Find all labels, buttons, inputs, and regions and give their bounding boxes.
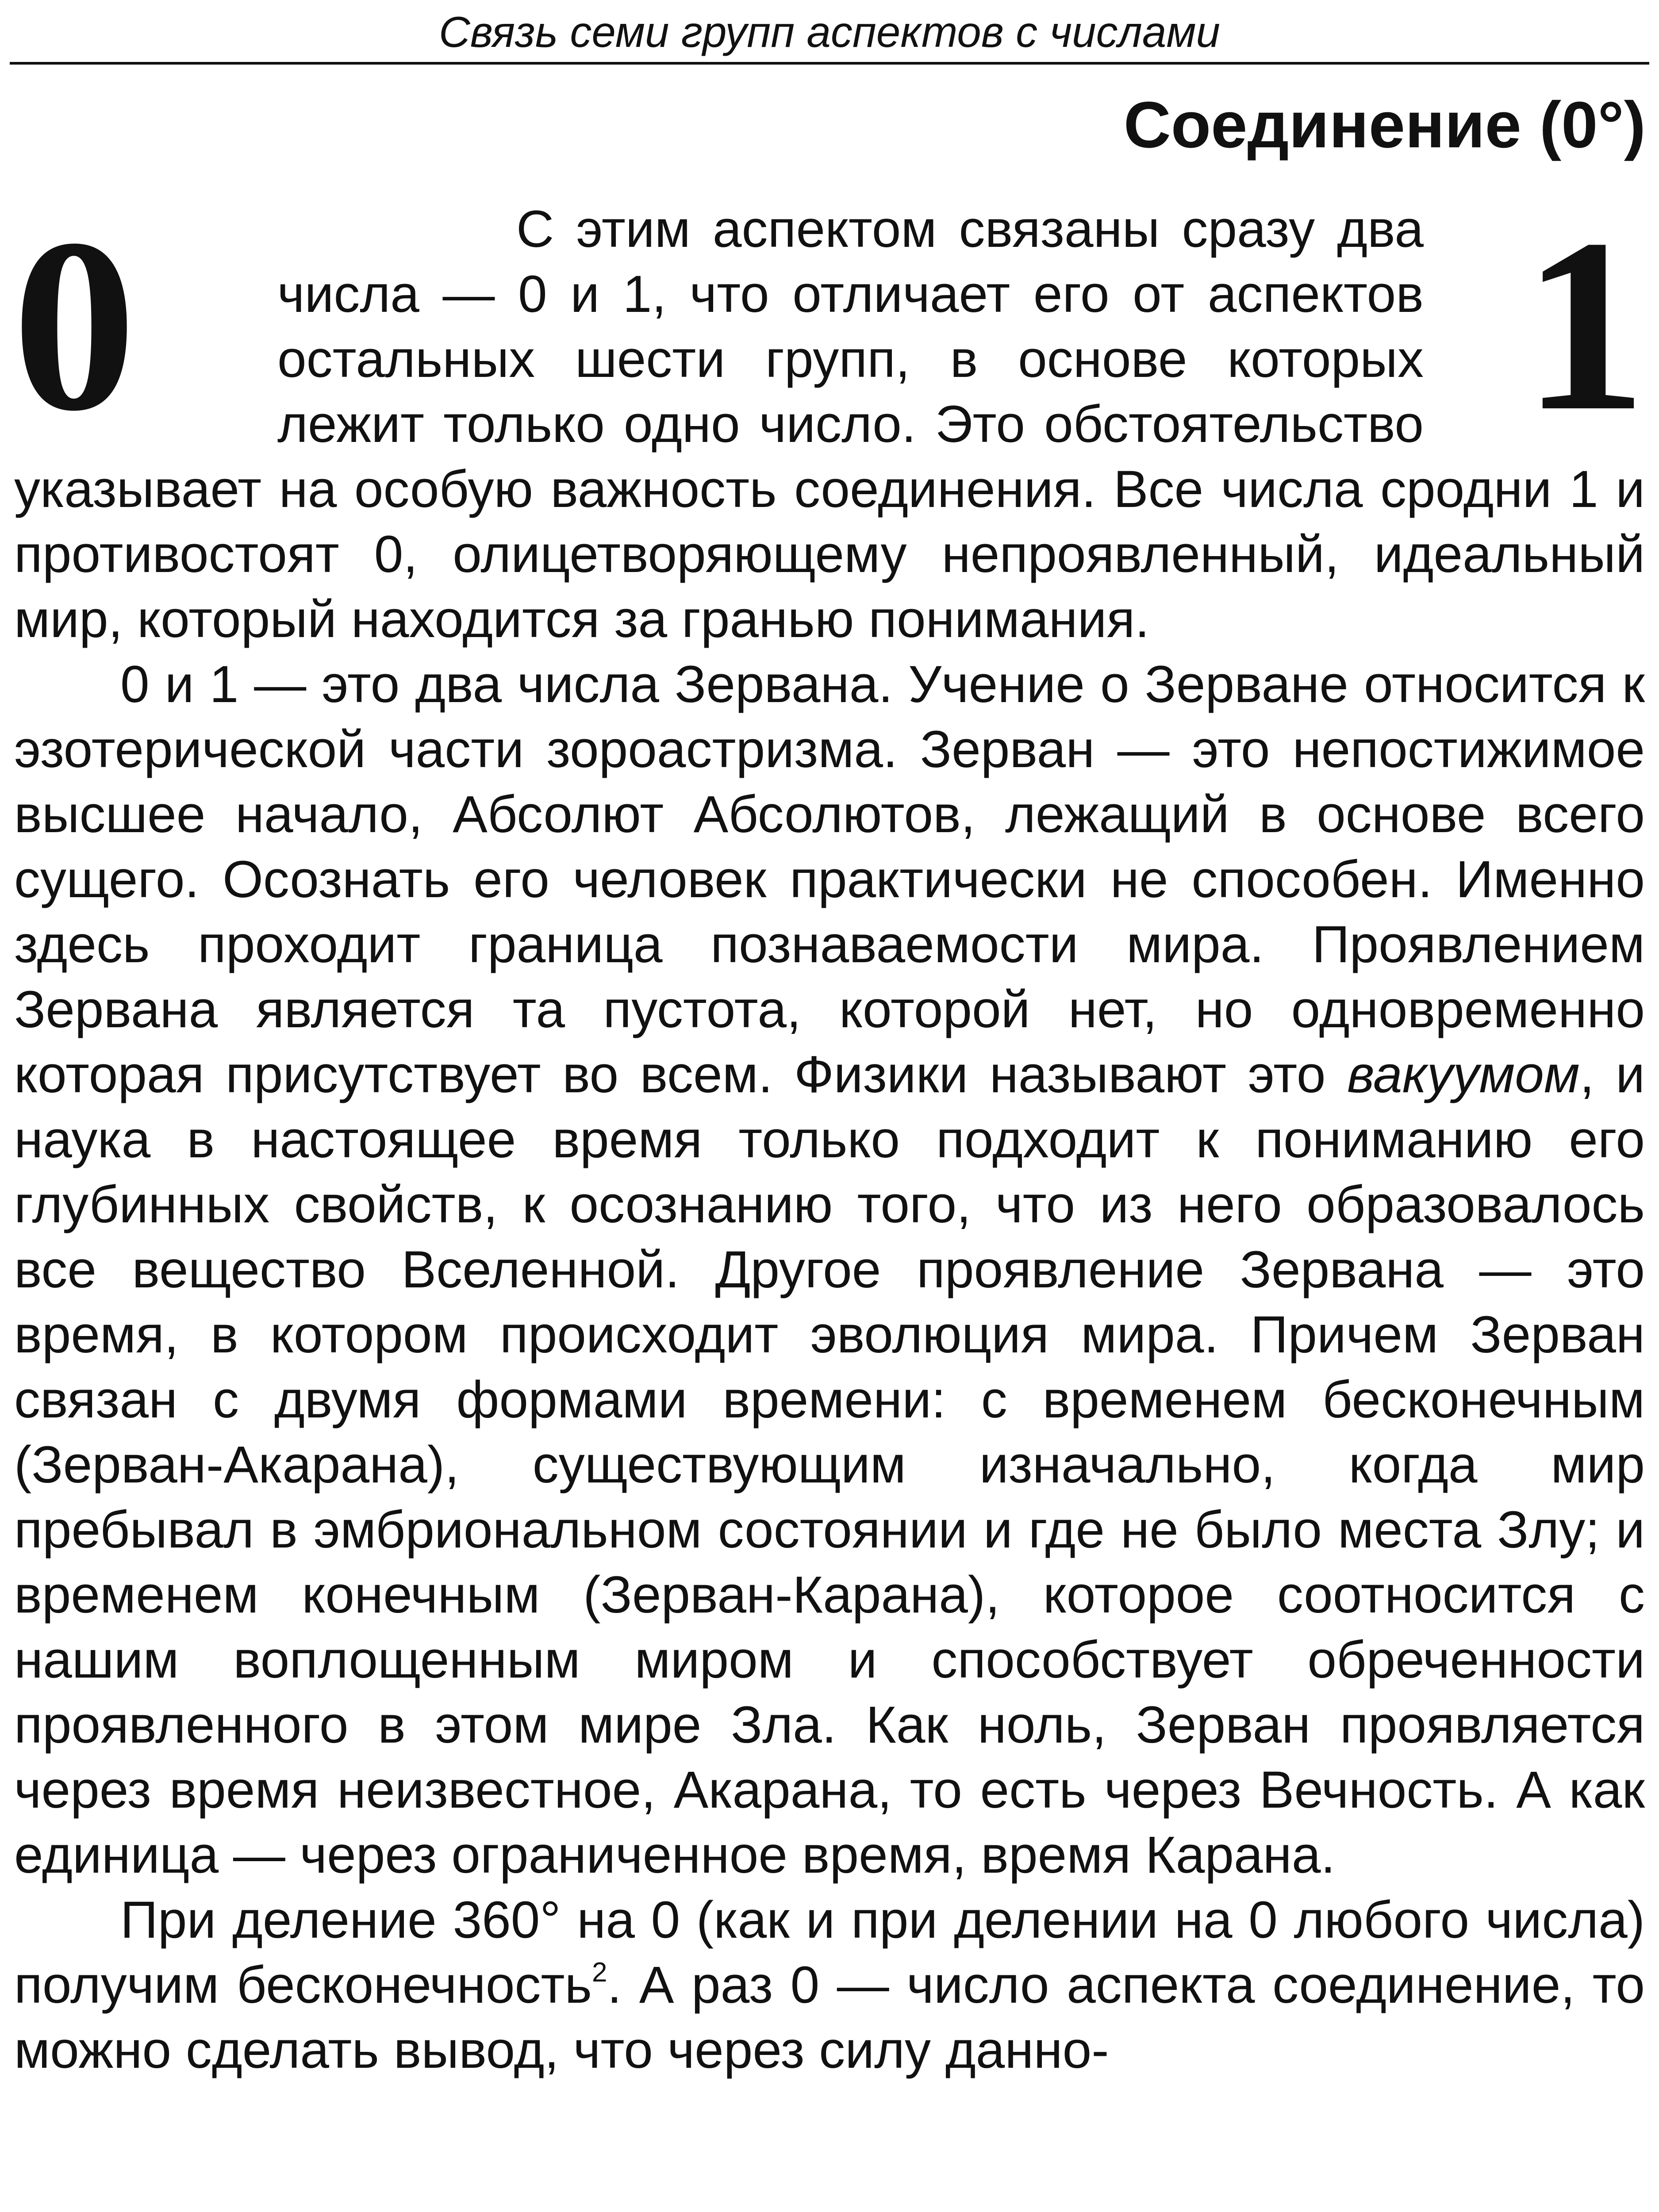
header-rule xyxy=(10,62,1649,65)
running-title: Связь семи групп аспектов с числами xyxy=(438,8,1221,56)
body-text xyxy=(12,188,1647,2083)
paragraph-3-start: При деление 360° на 0 (как и при делении на 0 любого числа) получим бесконечность xyxy=(14,1891,1645,2014)
footnote-reference[interactable]: 2 xyxy=(591,1957,607,1988)
paragraph-2-end: , и наука в настоящее время только подходит к пониманию его глубинных свойств, к осознанию того, что из него образовалось все вещество Вселенной. Другое проявление Зервана — это время, в котором происходит эволюция мира. Причем Зерван связан с двумя формами времени: с временем бесконечным (Зерван-Акарана), существующим изначально, когда мир пребывал в эмбриональном состоянии и где не было места Злу; и временем конечным (Зерван-Карана), которое соотносится с нашим воплощенным миром и способствует обреченности проявленного в этом мире Зла. Как ноль, Зерван проявляется через время неизвестное, Акарана, то есть через Вечность. А как единица — через ограниченное время, время Карана. xyxy=(14,1045,1645,1884)
paragraph-2 xyxy=(14,652,1645,1888)
paragraph-2-start: 0 и 1 — это два числа Зервана. Учение о Зерване относится к эзотерической части зороастризма. Зерван — это непостижимое высшее начало, Абсолют Абсолютов, лежащий в основе всего сущего. Осознать его человек практически не способен. Именно здесь проходит граница познаваемости мира. Проявлением Зервана является та пустота, которой нет, но одновременно которая присутствует во всем. Физики называют это xyxy=(14,655,1645,1104)
paragraph-3 xyxy=(14,1888,1645,2083)
paragraph-3-end: . А раз 0 — число аспекта соединение, то можно сделать вывод, что через силу данно- xyxy=(14,1956,1645,2079)
paragraph-1: С этим аспектом связаны сразу два числа — 0 и 1, что отличает его от аспектов остальных шести групп, в основе которых лежит только одно число. Это обстоятельство указывает на особую важность соединения. Все числа сродни 1 и противостоят 0, олицетворяющему непроявленный, идеальный мир, который находится за гранью понимания. xyxy=(14,200,1645,649)
dropcap-one: 1 xyxy=(1523,188,1647,462)
emphasis-vacuum: вакуумом xyxy=(1347,1045,1580,1104)
section-title: Соединение (0°) xyxy=(1123,88,1646,161)
dropcap-zero: 0 xyxy=(12,188,136,462)
